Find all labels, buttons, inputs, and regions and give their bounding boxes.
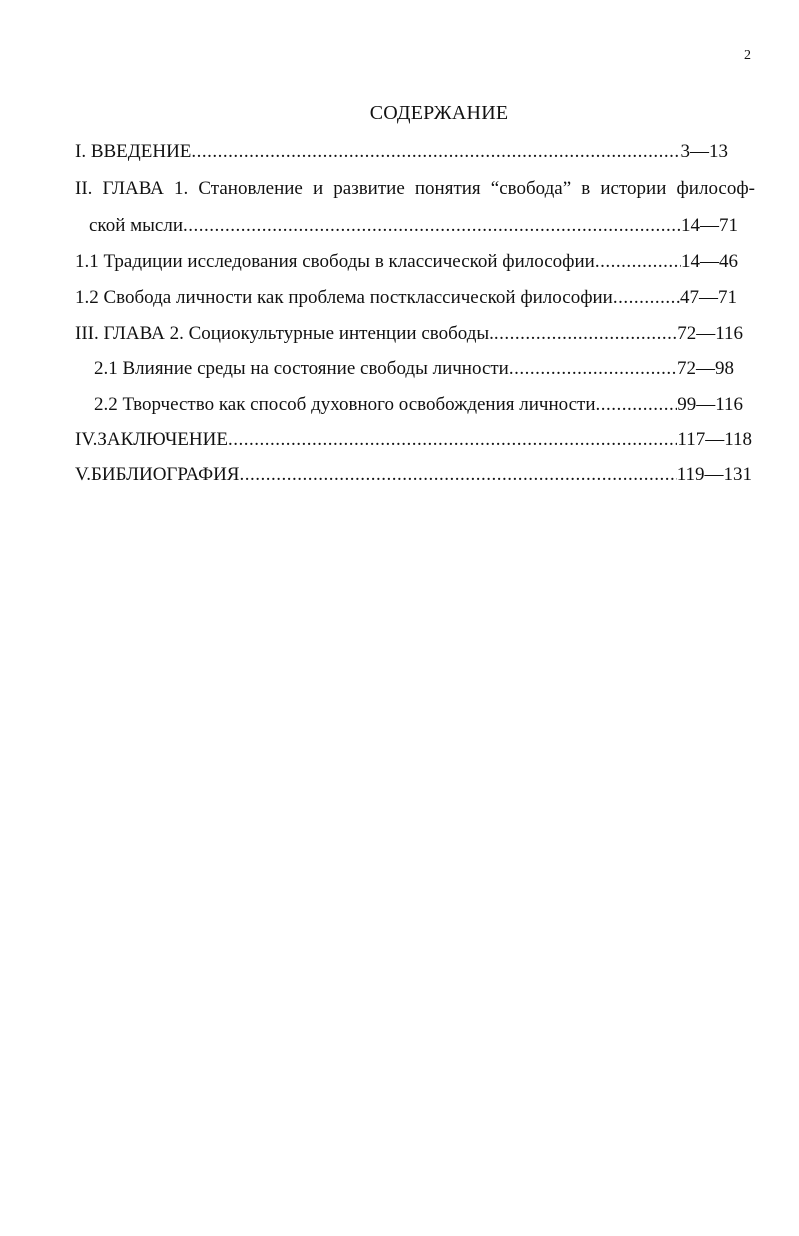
toc-entry-label: 1.1 Традиции исследования свободы в классической философии	[75, 251, 595, 272]
toc-entry-pages: 72—98	[677, 358, 734, 379]
toc-leader-dots	[239, 461, 676, 489]
toc-leader-dots	[613, 284, 680, 312]
toc-leader-dots	[494, 320, 677, 348]
toc-entry-label: III. ГЛАВА 2. Социокультурные интенции свободы.	[75, 323, 494, 344]
page-title: СОДЕРЖАНИЕ	[369, 102, 509, 124]
toc-entry-conclusion	[75, 426, 752, 454]
toc-leader-dots	[191, 138, 680, 166]
toc-entry-label: 1.2 Свобода личности как проблема постклассической философии	[75, 287, 613, 308]
toc-entry-chapter1-line1: II. ГЛАВА 1. Становление и развитие понятия “свобода” в истории философ-	[75, 178, 755, 199]
toc-entry-pages: 117—118	[677, 429, 752, 450]
toc-entry-bibliography	[75, 461, 752, 489]
toc-entry-pages: 99—116	[677, 394, 743, 415]
toc-entry-intro	[75, 138, 728, 166]
toc-entry-label: I. ВВЕДЕНИЕ	[75, 141, 192, 162]
toc-entry-pages: 47—71	[680, 287, 737, 308]
toc-entry-label: IV.ЗАКЛЮЧЕНИЕ	[75, 429, 228, 450]
toc-entry-section-2-1	[94, 355, 734, 383]
toc-leader-dots	[509, 355, 677, 383]
toc-entry-label: 2.2 Творчество как способ духовного освобождения личности	[94, 394, 596, 415]
toc-entry-chapter2	[75, 320, 743, 348]
toc-entry-pages: 72—116	[677, 323, 743, 344]
toc-leader-dots	[595, 248, 681, 276]
toc-entry-pages: 119—131	[676, 464, 752, 485]
toc-entry-pages: 14—46	[681, 251, 738, 272]
toc-leader-dots	[596, 391, 678, 419]
toc-entry-section-2-2	[94, 391, 743, 419]
toc-leader-dots	[183, 212, 681, 240]
toc-entry-label: V.БИБЛИОГРАФИЯ	[75, 464, 240, 485]
page-number: 2	[744, 48, 751, 63]
toc-entry-chapter1	[89, 212, 738, 240]
toc-entry-section-1-1	[75, 248, 738, 276]
toc-entry-pages: 3—13	[680, 141, 728, 162]
toc-entry-section-1-2	[75, 284, 737, 312]
toc-entry-pages: 14—71	[681, 215, 738, 236]
toc-leader-dots	[228, 426, 677, 454]
toc-entry-label: ской мысли	[89, 215, 183, 236]
toc-entry-label: 2.1 Влияние среды на состояние свободы личности	[94, 358, 509, 379]
